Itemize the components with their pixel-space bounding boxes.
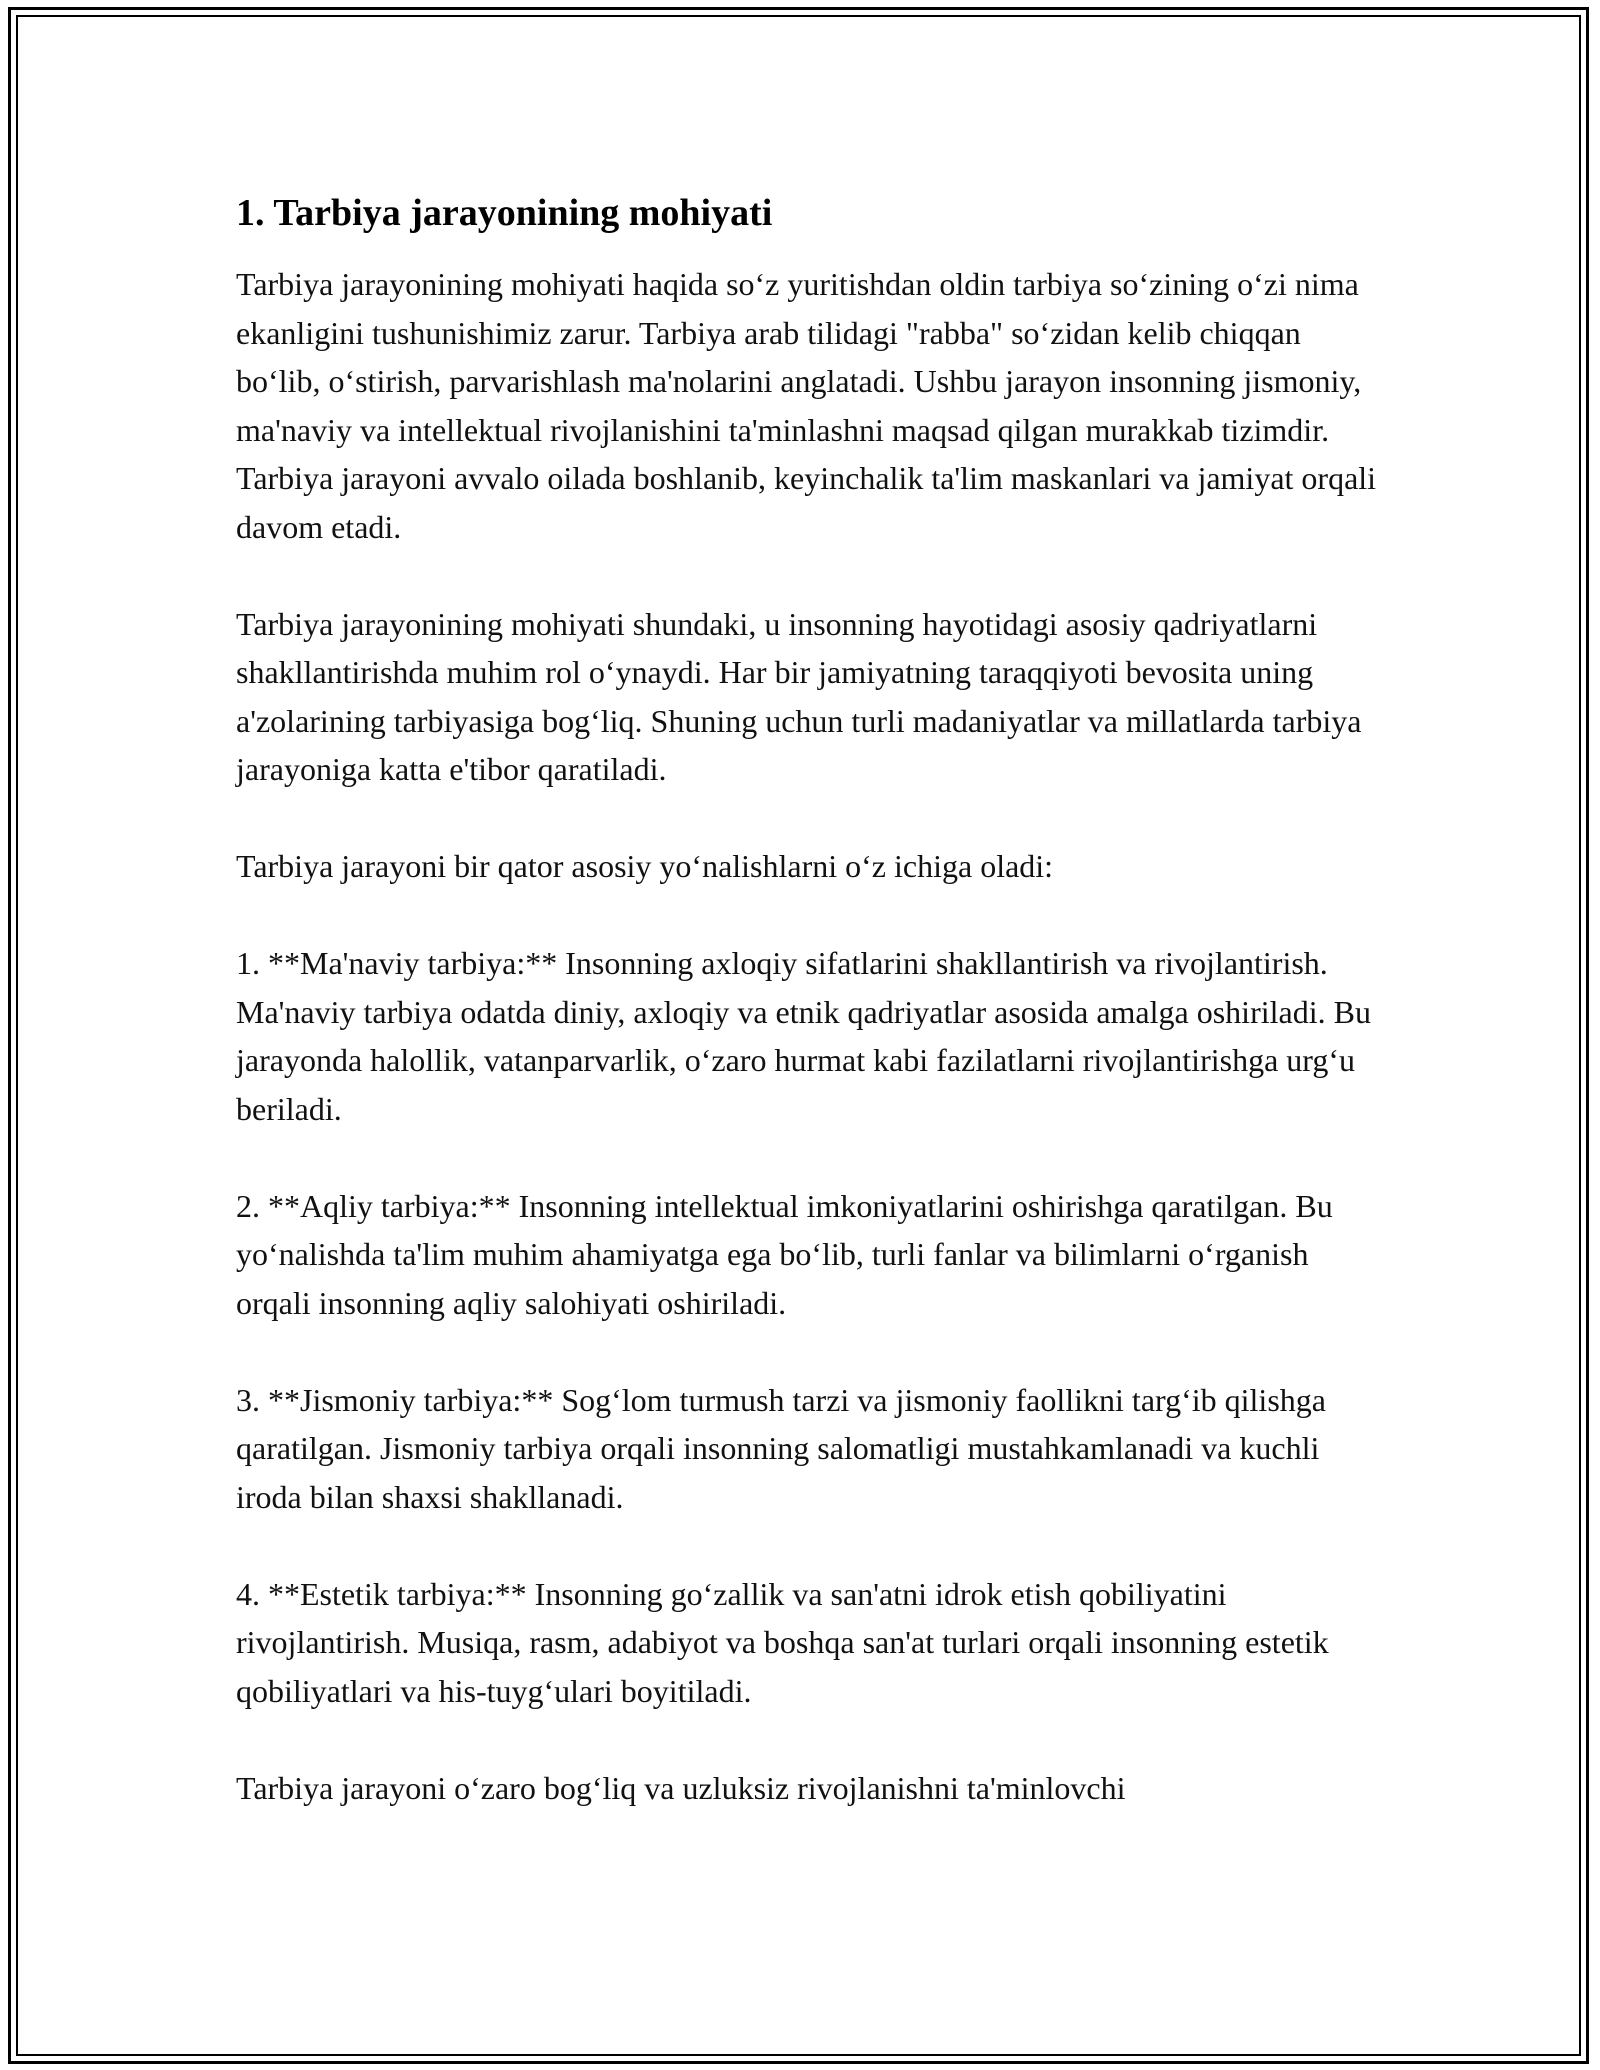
section-heading: 1. Tarbiya jarayonining mohiyati: [236, 192, 773, 234]
paragraph-intro: Tarbiya jarayonining mohiyati haqida so‘z yuritishdan oldin tarbiya so‘zining o‘zi nima ekanligini tushunishimiz zarur. Tarbiya arab tilidagi "rabba" so‘zidan kelib chiqqan bo‘lib, o‘stirish, parvarishlash ma'nolarini anglatadi. Ushbu jarayon insonning jismoniy, ma'naviy va intellektual rivojlanishini ta'minlashni maqsad qilgan murakkab tizimdir. Tarbiya jarayoni avvalo oilada boshlanib, keyinchalik ta'lim maskanlari va jamiyat orqali davom etadi.: [236, 266, 1377, 545]
list-item-physical: 3. **Jismoniy tarbiya:** Sog‘lom turmush tarzi va jismoniy faollikni targ‘ib qilishga qaratilgan. Jismoniy tarbiya orqali insonning salomatligi mustahkamlanadi va kuchli iroda bilan shaxsi shakllanadi.: [236, 1381, 1326, 1515]
list-item-aesthetic: 4. **Estetik tarbiya:** Insonning go‘zallik va san'atni idrok etish qobiliyatini rivojlantirish. Musiqa, rasm, adabiyot va boshqa san'at turlari orqali insonning estetik qobiliyatlari va his-tuyg‘ulari boyitiladi.: [236, 1575, 1329, 1709]
list-item-spiritual: 1. **Ma'naviy tarbiya:** Insonning axloqiy sifatlarini shakllantirish va rivojlantirish. Ma'naviy tarbiya odatda diniy, axloqiy va etnik qadriyatlar asosida amalga oshiriladi. Bu jarayonda halollik, vatanparvarlik, o‘zaro hurmat kabi fazilatlarni rivojlantirishga urg‘u beriladi.: [236, 945, 1371, 1127]
list-item-mental: 2. **Aqliy tarbiya:** Insonning intellektual imkoniyatlarini oshirishga qaratilgan. Bu yo‘nalishda ta'lim muhim ahamiyatga ega bo‘lib, turli fanlar va bilimlarni o‘rganish orqali insonning aqliy salohiyati oshiriladi.: [236, 1187, 1333, 1321]
paragraph-directions-lead: Tarbiya jarayoni bir qator asosiy yo‘nalishlarni o‘z ichiga oladi:: [236, 848, 1054, 884]
document-body: [236, 188, 1386, 1812]
paragraph-closing: Tarbiya jarayoni o‘zaro bog‘liq va uzluksiz rivojlanishni ta'minlovchi: [236, 1769, 1126, 1806]
paragraph-essence: Tarbiya jarayonining mohiyati shundaki, u insonning hayotidagi asosiy qadriyatlarni shakllantirishda muhim rol o‘ynaydi. Har bir jamiyatning taraqqiyoti bevosita uning a'zolarining tarbiyasiga bog‘liq. Shuning uchun turli madaniyatlar va millatlarda tarbiya jarayoniga katta e'tibor qaratiladi.: [236, 605, 1362, 787]
